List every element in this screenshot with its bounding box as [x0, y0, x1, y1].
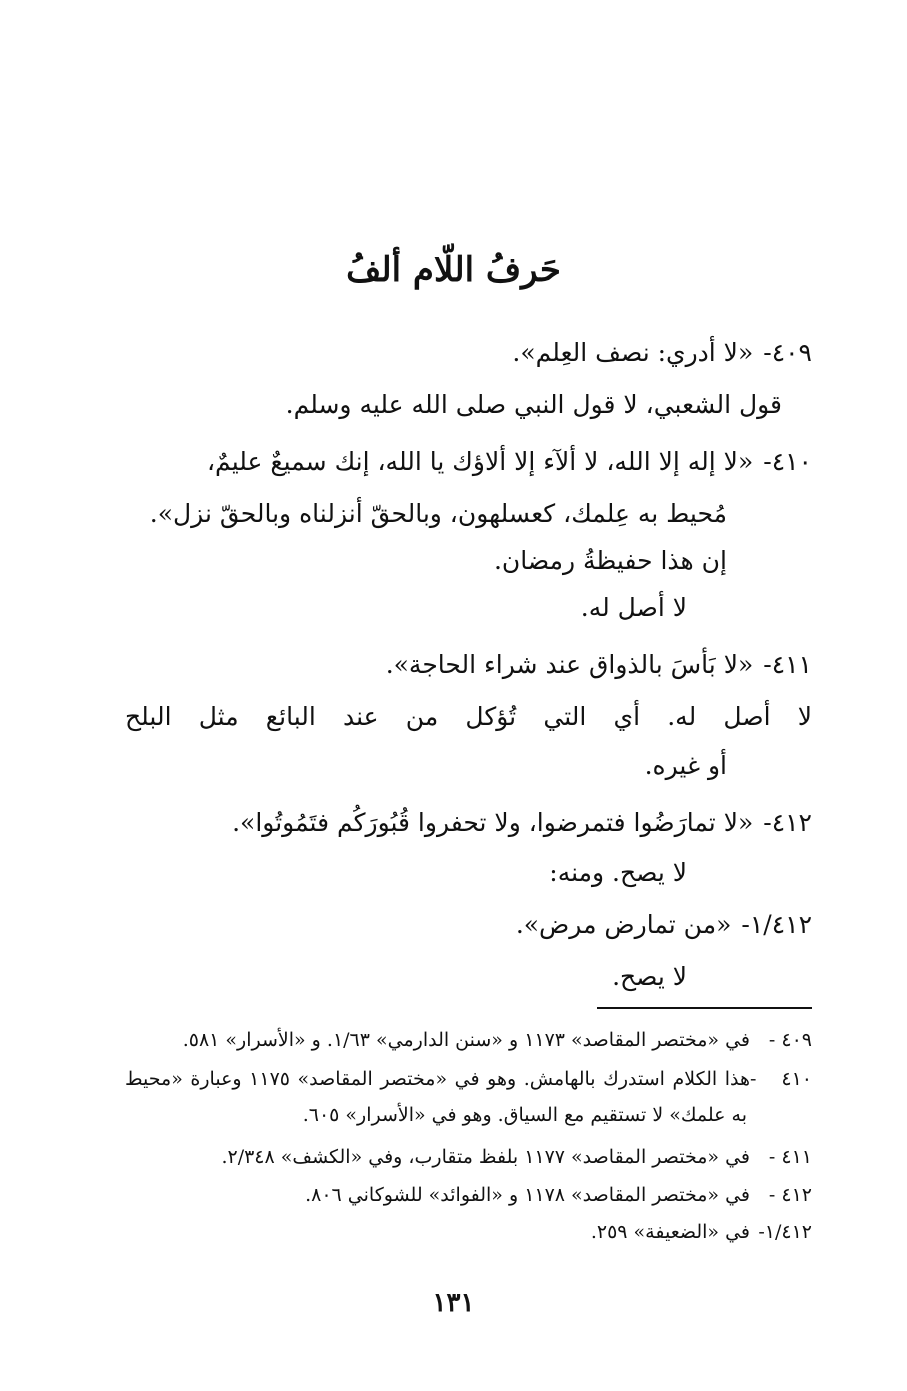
footnote-number: ٤١٢ -	[768, 1184, 812, 1206]
footnote-412-1	[591, 1217, 812, 1247]
footnote-410	[125, 1064, 812, 1094]
entry-text: «لا تمارَضُوا فتمرضوا، ولا تحفروا قُبُورَكُم فتَمُوتُوا».	[232, 808, 754, 837]
footnote-text: في «الضعيفة» ٢٥٩.	[590, 1221, 750, 1243]
entry-412-1	[516, 905, 812, 945]
entry-410-comment-2: لا أصل له.	[580, 593, 687, 622]
entry-412-comment: لا يصح. ومنه:	[549, 858, 687, 887]
section-title: حَرفُ اللّام ألفُ	[346, 250, 561, 290]
footnote-text: في «مختصر المقاصد» ١١٧٧ بلفظ متقارب، وفي «الكشف» ٢/٣٤٨.	[221, 1146, 750, 1168]
entry-410-comment: إن هذا حفيظةُ رمضان.	[493, 546, 727, 575]
footnote-number: ٤١١ -	[768, 1146, 812, 1168]
footnote-411	[221, 1142, 812, 1172]
footnote-text: هذا الكلام استدرك بالهامش. وهو في «مختصر المقاصد» ١١٧٥ وعبارة «محيط	[125, 1068, 750, 1090]
entry-number: ٤٠٩-	[763, 338, 812, 367]
entry-410-continuation: مُحيط به عِلمك، كعسلهون، وبالحقّ أنزلناه وبالحقّ نزل».	[149, 499, 727, 528]
entry-412-1-comment: لا يصح.	[612, 962, 687, 991]
entry-text: «لا بَأسَ بالذواق عند شراء الحاجة».	[385, 650, 754, 679]
entry-410	[207, 442, 812, 482]
entry-text: «لا إله إلا الله، لا ألآء إلا ألاؤك يا الله، إنك سميعٌ عليمٌ،	[206, 447, 754, 476]
footnote-text: في «مختصر المقاصد» ١١٧٨ و «الفوائد» للشوكاني ٨٠٦.	[305, 1184, 750, 1206]
footnote-410-continuation: به علمك» لا تستقيم مع السياق. وهو في «الأسرار» ٦٠٥.	[302, 1104, 747, 1126]
entry-409-comment: قول الشعبي، لا قول النبي صلى الله عليه وسلم.	[285, 390, 782, 419]
entry-412	[232, 803, 812, 843]
footnote-412	[305, 1180, 812, 1210]
entry-number: ٤١٠-	[763, 447, 812, 476]
entry-409	[512, 333, 812, 373]
entry-text: «لا أدري: نصف العِلم».	[512, 338, 754, 367]
footnote-number: ٤١٠ -	[750, 1068, 812, 1090]
page-number: ١٣١	[432, 1288, 475, 1318]
entry-number: ٤١١-	[763, 650, 812, 679]
footnote-separator	[597, 1007, 812, 1009]
footnote-text: في «مختصر المقاصد» ١١٧٣ و «سنن الدارمي» ١/٦٣. و «الأسرار» ٥٨١.	[182, 1029, 750, 1051]
entry-411-comment-2: أو غيره.	[644, 751, 727, 780]
footnote-number: ١/٤١٢-	[758, 1221, 812, 1243]
entry-number: ٤١٢-	[763, 808, 812, 837]
entry-411-comment: لا أصل له. أي التي تُؤكل من عند البائع مثل البلح	[125, 702, 812, 731]
footnote-409	[183, 1025, 812, 1055]
entry-number: ١/٤١٢-	[741, 910, 812, 939]
entry-text: «من تمارض مرض».	[515, 910, 732, 939]
footnote-number: ٤٠٩ -	[768, 1029, 812, 1051]
entry-411	[386, 645, 812, 685]
